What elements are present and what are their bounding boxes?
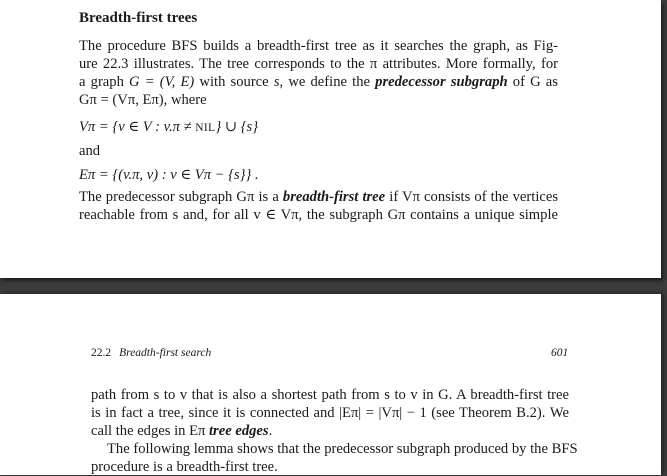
section-heading: Breadth-first trees — [79, 10, 198, 26]
paragraph-line: reachable from s and, for all v ∈ Vπ, the subgraph Gπ contains a unique simple — [79, 207, 558, 223]
paragraph-line — [91, 422, 272, 440]
source-symbol: s — [273, 74, 280, 90]
paragraph-line: Gπ = (Vπ, Eπ), where — [79, 92, 207, 108]
paragraph-line — [79, 73, 558, 91]
nil-keyword: NIL — [195, 122, 216, 134]
paragraph-line: procedure is a breadth-first tree. — [91, 459, 278, 475]
paragraph-line: ure 22.3 illustrates. The tree corresponds to the π attributes. More formally, for — [79, 56, 558, 72]
text-run: of G as — [507, 74, 558, 90]
running-head-section: 22.2 — [91, 347, 112, 359]
paragraph-line: The procedure BFS builds a breadth-first tree as it searches the graph, as Fig- — [79, 38, 558, 54]
graph-definition: G = (V, E) — [129, 74, 195, 90]
equation-e-pi: Eπ = {(v.π, v) : v ∈ Vπ − {s}} . — [79, 167, 259, 183]
text-run: with source — [194, 74, 274, 90]
equation-v-pi — [79, 118, 258, 137]
connective-and: and — [79, 143, 101, 159]
term-tree-edges: tree edges — [209, 423, 269, 439]
page-number: 601 — [551, 347, 569, 359]
text-run: , we define the — [279, 74, 376, 90]
equation-part: Vπ = {v ∈ V : v.π ≠ — [79, 119, 196, 135]
paragraph-line: The following lemma shows that the predecessor subgraph produced by the BFS — [107, 441, 578, 457]
term-predecessor-subgraph: predecessor subgraph — [375, 74, 508, 90]
text-run: a graph — [79, 74, 130, 90]
text-run: The predecessor subgraph Gπ is a — [79, 189, 283, 205]
paragraph-line: is in fact a tree, since it is connected and |Eπ| = |Vπ| − 1 (see Theorem B.2). We — [91, 405, 569, 421]
running-head — [91, 347, 211, 359]
text-run: if Vπ consists of the vertices — [385, 189, 559, 205]
term-breadth-first-tree: breadth-first tree — [282, 189, 386, 205]
text-run: . — [268, 423, 273, 439]
equation-part: } ∪ {s} — [215, 119, 259, 135]
running-head-title: Breadth-first search — [119, 347, 212, 359]
text-run: call the edges in Eπ — [91, 423, 209, 439]
paragraph-line: path from s to v that is also a shortest path from s to v in G. A breadth-first tree — [91, 387, 569, 403]
paragraph-line — [79, 188, 558, 206]
